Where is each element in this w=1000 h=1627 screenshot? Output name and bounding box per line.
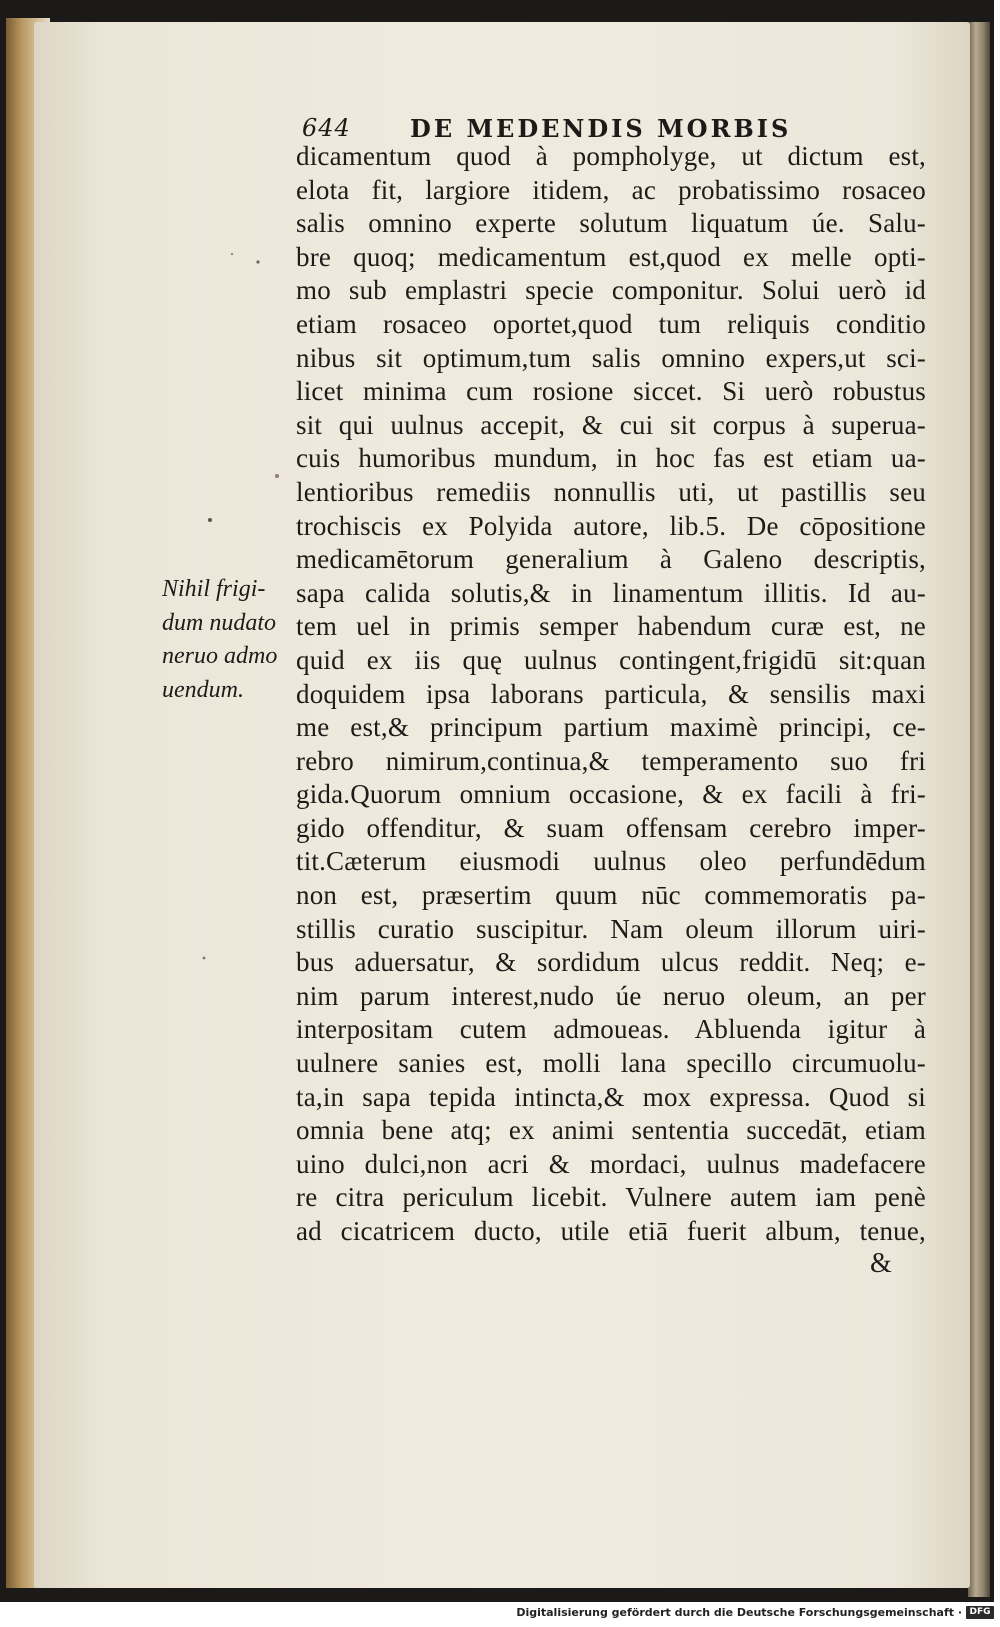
text-line: nibus sit optimum,tum salis omnino expers,ut sci-	[296, 342, 926, 373]
text-line: uino dulci,non acri & mordaci, uulnus madefacere	[296, 1148, 926, 1179]
dfg-logo: DFG	[966, 1606, 994, 1619]
digitization-credit: Digitalisierung gefördert durch die Deutsche Forschungsgemeinschaft ·	[516, 1606, 962, 1619]
text-line: etiam rosaceo oportet,quod tum reliquis conditio	[296, 308, 926, 339]
text-line: omnia bene atq; ex animi sententia succedāt, etiam	[296, 1115, 926, 1146]
marginal-line: Nihil frigi-	[162, 576, 266, 602]
text-line: ta,in sapa tepida intincta,& mox expressa. Quod si	[296, 1081, 926, 1112]
text-line: trochiscis ex Polyida autore, lib.5. De cōpositione	[296, 510, 926, 541]
marginal-line: neruo admo	[162, 643, 278, 669]
text-line: rebro nimirum,continua,& temperamento suo fri	[296, 745, 926, 776]
text-line: nim parum interest,nudo úe neruo oleum, an per	[296, 980, 926, 1011]
text-line: me est,& principum partium maximè principi, ce-	[296, 712, 926, 743]
text-line: interpositam cutem admoueas. Abluenda igitur à	[296, 1014, 926, 1045]
text-line: doquidem ipsa laborans particula, & sensilis maxi	[296, 678, 926, 709]
text-line: gida.Quorum omnium occasione, & ex facili à fri-	[296, 779, 926, 810]
text-line: medicamētorum generalium à Galeno descriptis,	[296, 544, 926, 575]
text-line: tem uel in primis semper habendum curæ est, ne	[296, 611, 926, 642]
text-line: dicamentum quod à pompholyge, ut dictum est,	[296, 141, 926, 171]
text-line: bre quoq; medicamentum est,quod ex melle opti-	[296, 241, 926, 272]
page-number: 644	[302, 114, 351, 142]
text-line: ad cicatricem ducto, utile etiā fuerit album, tenue,	[296, 1216, 926, 1246]
text-line: non est, præsertim quum nūc commemoratis pa-	[296, 880, 926, 911]
catchword: &	[870, 1248, 892, 1279]
text-line: lentioribus remediis nonnullis uti, ut pastillis seu	[296, 476, 926, 507]
text-line: mo sub emplastri specie componitur. Solui uerò id	[296, 275, 926, 306]
text-line: gido offenditur, & suam offensam cerebro imper-	[296, 812, 926, 843]
text-line: tit.Cæterum eiusmodi uulnus oleo perfundēdum	[296, 846, 926, 877]
text-line: cuis humoribus mundum, in hoc fas est etiam ua-	[296, 443, 926, 474]
text-line: sit qui uulnus accepit, & cui sit corpus à superua-	[296, 409, 926, 440]
text-line: uulnere sanies est, molli lana specillo circumuolu-	[296, 1048, 926, 1079]
running-title: DE MEDENDIS MORBIS	[410, 114, 792, 143]
text-line: re citra periculum licebit. Vulnere autem iam penè	[296, 1182, 926, 1213]
text-line: salis omnino experte solutum liquatum úe. Salu-	[296, 208, 926, 239]
text-line: licet minima cum rosione siccet. Si uerò robustus	[296, 376, 926, 407]
text-line: quid ex iis quę uulnus contingent,frigidū sit:quan	[296, 644, 926, 675]
text-line: bus aduersatur, & sordidum ulcus reddit. Neq; e-	[296, 947, 926, 978]
text-line: elota fit, largiore itidem, ac probatissimo rosaceo	[296, 174, 926, 205]
marginal-line: uendum.	[162, 676, 244, 703]
text-line: stillis curatio suscipitur. Nam oleum illorum uiri-	[296, 913, 926, 944]
text-line: sapa calida solutis,& in linamentum illitis. Id au-	[296, 577, 926, 608]
marginal-line: dum nudato	[162, 609, 276, 636]
